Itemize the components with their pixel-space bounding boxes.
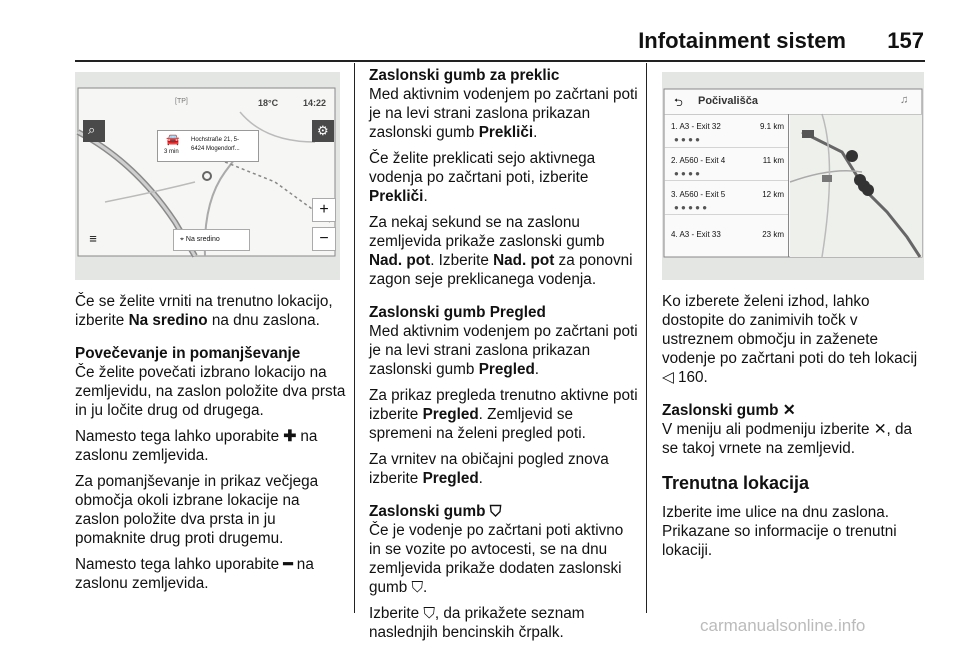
back-icon[interactable]: ⮌ (674, 97, 683, 109)
close-icon: ✕ (782, 402, 796, 419)
paragraph: Za nekaj sekund se na zaslonu zemljevida prikaže zaslonski gumb Nad. pot. Izberite Nad. pot za ponovni zagon seje preklicanega vodenja. (369, 214, 633, 288)
menu-icon[interactable]: ≡ (89, 231, 97, 246)
chapter-title: Infotainment sistem (638, 28, 846, 53)
column-divider-2 (646, 63, 647, 613)
header-rule (75, 60, 925, 62)
car-icon: 🚘 (166, 134, 180, 146)
list-item[interactable]: 3. A560 - Exit 5 12 km ● ● ● ● ● (671, 190, 784, 212)
heading-zoom: Povečevanje in pomanjševanje (75, 345, 301, 362)
paragraph: Če se želite vrniti na trenutno lokacijo, izberite Na sredino na dnu zaslona. (75, 293, 333, 329)
heading-overview: Zaslonski gumb Pregled (369, 304, 546, 321)
amenity-icons: ● ● ● ● (674, 135, 700, 144)
column-1 (75, 292, 347, 600)
rest-areas-screenshot (662, 72, 924, 280)
paragraph: Med aktivnim vodenjem po začrtani poti je na levi strani zaslona prikazan zaslonski gumb Pregled. (369, 323, 638, 378)
amenity-icons: ● ● ● ● (674, 169, 700, 178)
watermark: carmanualsonline.info (700, 616, 866, 635)
fuel-icon: ⛉ (423, 605, 435, 622)
paragraph: Izberite ⛉, da prikažete seznam naslednjih bencinskih črpalk. (369, 605, 585, 641)
page-number: 157 (887, 28, 924, 53)
heading-cancel: Zaslonski gumb za preklic (369, 67, 560, 84)
paragraph: V meniju ali podmeniju izberite ✕, da se takoj vrnete na zemljevid. (662, 421, 913, 457)
paragraph: Med aktivnim vodenjem po začrtani poti je na levi strani zaslona prikazan zaslonski gumb Prekliči. (369, 86, 638, 141)
list-item[interactable]: 2. A560 - Exit 4 11 km ● ● ● ● (671, 156, 784, 178)
fuel-icon: ⛉ (411, 579, 423, 596)
music-icon: ♫ (900, 94, 909, 106)
minus-icon: ━ (283, 556, 293, 573)
paragraph: Za vrnitev na običajni pogled znova izberite Pregled. (369, 451, 609, 487)
amenity-icons: ● ● ● ● ● (674, 203, 708, 212)
heading-fuel: Zaslonski gumb ⛉ (369, 503, 502, 520)
paragraph: Za prikaz pregleda trenutno aktivne poti izberite Pregled. Zemljevid se spremeni na želeni pregled poti. (369, 387, 638, 442)
route-time: 3 min (164, 149, 179, 155)
column-divider-1 (354, 63, 355, 613)
settings-button[interactable] (312, 120, 334, 142)
map-screenshot (75, 72, 340, 280)
crosshair-icon: ⌖ (180, 236, 184, 243)
search-icon: ⌕ (88, 122, 96, 137)
status-temperature: 18°C (258, 98, 279, 108)
paragraph: Ko izberete želeni izhod, lahko dostopite do zanimivih točk v ustreznem območju in zaženete vodenje po začrtani poti do teh lokacij ◁ 160. (662, 293, 918, 386)
page-reference: ◁ 160. (662, 369, 708, 386)
gear-icon: ⚙ (317, 123, 329, 138)
address-line-2: 6424 Mogendorf... (191, 146, 240, 152)
search-button[interactable] (83, 120, 105, 142)
paragraph: Če želite preklicati sejo aktivnega vodenja po začrtani poti, izberite Prekliči. (369, 150, 596, 205)
list-item[interactable]: 1. A3 - Exit 32 9.1 km ● ● ● ● (671, 122, 784, 144)
column-2 (369, 66, 639, 649)
zoom-out-button[interactable]: − (312, 227, 336, 251)
heading-close: Zaslonski gumb ✕ (662, 402, 796, 419)
rest-areas-title: Počivališča (698, 95, 758, 107)
center-button[interactable] (173, 229, 250, 251)
column-3 (662, 292, 930, 567)
paragraph: Za pomanjševanje in prikaz večjega območja okoli izbrane lokacije na zaslon položite dva prsta in ju pomaknite drug proti drugemu. (75, 473, 319, 547)
paragraph: Če je vodenje po začrtani poti aktivno in se vozite po avtocesti, se na dnu zemljevida prikaže dodaten zaslonski gumb ⛉. (369, 522, 624, 596)
status-tp: [TP] (175, 98, 188, 105)
address-line-1: Hochstraße 21, 5- (191, 137, 240, 143)
heading-current-location: Trenutna lokacija (662, 473, 810, 493)
plus-icon: ✚ (283, 428, 297, 445)
close-icon: ✕ (873, 421, 887, 438)
center-button-label: Na sredino (185, 236, 220, 243)
paragraph: Namesto tega lahko uporabite ✚ na zaslonu zemljevida. (75, 428, 318, 464)
zoom-in-button[interactable]: + (312, 198, 336, 222)
paragraph: Izberite ime ulice na dnu zaslona. Prikazane so informacije o trenutni lokaciji. (662, 504, 897, 559)
status-time: 14:22 (303, 98, 327, 108)
paragraph: Namesto tega lahko uporabite ━ na zaslonu zemljevida. (75, 556, 314, 592)
fuel-icon: ⛉ (489, 503, 502, 520)
destination-card[interactable] (157, 130, 259, 162)
paragraph: Če želite povečati izbrano lokacijo na zemljevidu, na zaslon položite dva prsta in ju ločite drug od drugega. (75, 364, 346, 419)
list-item[interactable]: 4. A3 - Exit 33 23 km (671, 230, 784, 239)
